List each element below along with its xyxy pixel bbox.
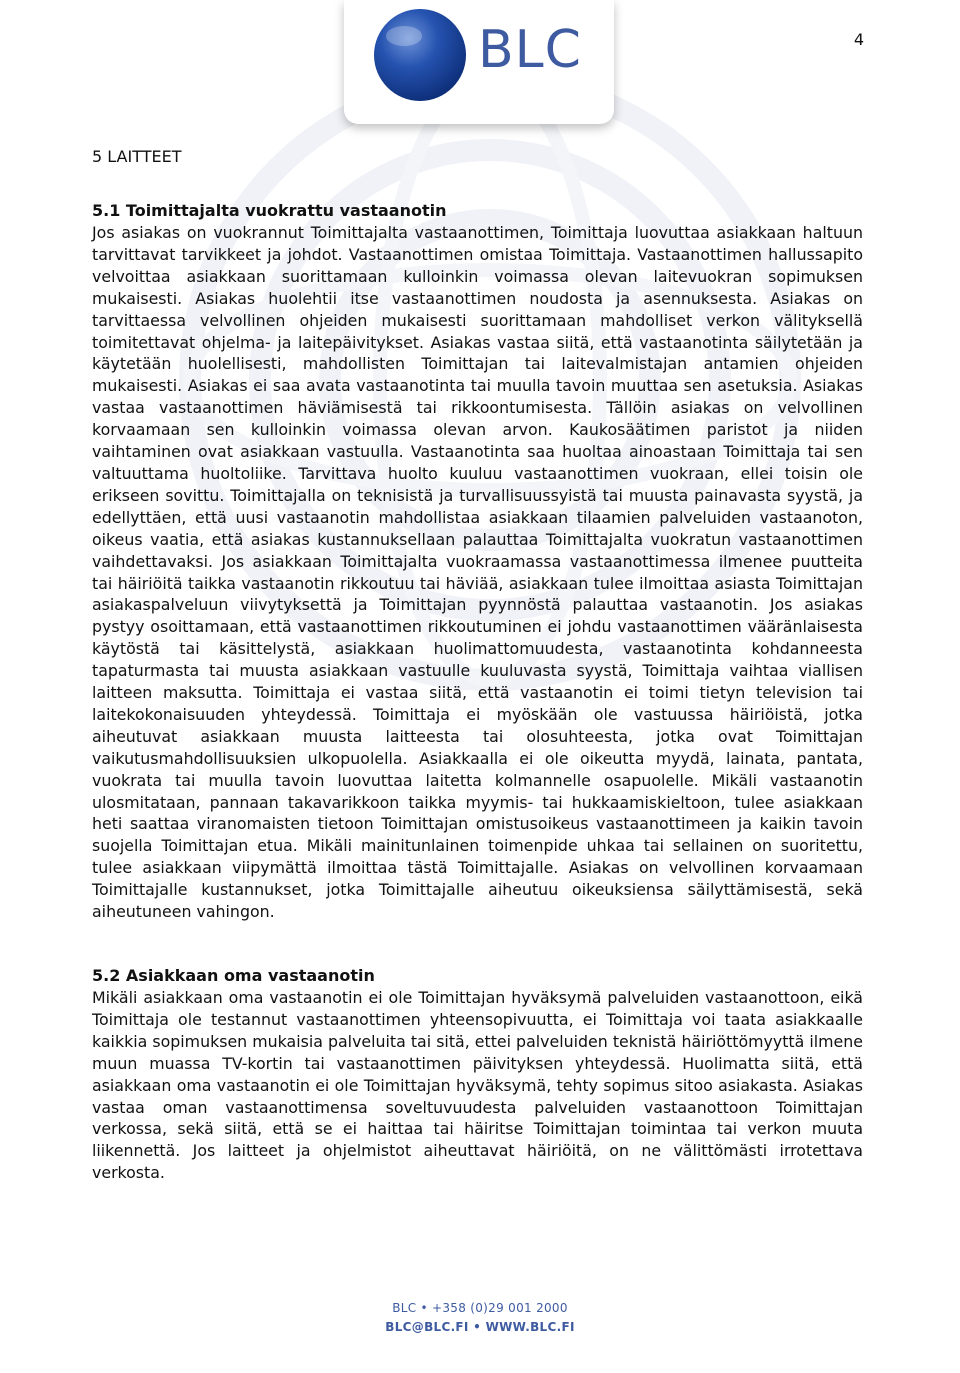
page-number: 4 bbox=[853, 30, 864, 49]
section-paragraph: Mikäli asiakkaan oma vastaanotin ei ole Toimittajan hyväksymä palveluiden vastaanottoon, eikä Toimittaja ole testannut vastaanottimen yhteensopivuutta, ei Toimittaja voi taata asiakkaalle kaikkia sopimuksen mukaisia palveluita tai sitä, ettei palveluiden teknistä häiriöttömyyttä ilmene muun muassa TV-kortin tai vastaanottimen päivityksen yhteydessä. Huolimatta siitä, että asiakkaan oma vastaanotin ei ole Toimittajan hyväksymä, tehty sopimus sitoo asiakasta. Asiakas vastaa oman vastaanottimensa soveltuvuudesta palveluiden vastaanottoon Toimittajan verkossa, sekä siitä, että se ei haittaa tai häiritse Toimittajan toimintaa tai verkon muuta liikennettä. Jos laitteet ja ohjelmistot aiheuttavat häiriöitä, on ne välittömästi irrotettava verkosta. bbox=[92, 988, 863, 1183]
section-title: 5.1 Toimittajalta vuokrattu vastaanotin bbox=[92, 201, 447, 220]
section-paragraph: Jos asiakas on vuokrannut Toimittajalta vastaanottimen, Toimittaja luovuttaa asiakkaan haltuun tarvittavat tarvikkeet ja johdot. Vastaanottimen omistaa Toimittaja. Vastaanottimen hallussapito velvoittaa asiakkaan suorittamaan kulloinkin voimassa olevan laitevuokran sopimuksen mukaisesti. Asiakas huolehtii itse vastaanottimen noudosta ja asennuksesta. Asiakas on tarvittaessa velvollinen ohjeiden mukaisesti suorittamaan mahdolliset verkon välityksellä toimitettavat ohjelma- ja laitepäivitykset. Asiakas vastaa siitä, että vastaanotinta säilytetään ja käytetään huolellisesti, mahdollisten Toimittajan tai laitevalmistajan antamien ohjeiden mukaisesti. Asiakas ei saa avata vastaanotinta tai muulla tavoin muuttaa sen asetuksia. Asiakas vastaa vastaanottimen häviämisestä tai rikkoontumisesta. Tällöin asiakas on velvollinen korvaamaan sen kulloinkin voimassa olevan arvon. Kaukosäätimen paristot ja niiden vaihtaminen ovat asiakkaan vastuulla. Vastaanotinta saa huoltaa ainoastaan Toimittaja tai sen valtuuttama huoltoliike. Tarvittava huolto kuuluu vastaanottimen vuokraan, ellei toisin ole erikseen sovittu. Toimittajalla on teknisistä ja turvallisuussyistä tai muusta painavasta syystä, ja edellyttäen, että uusi vastaanotin mahdollistaa asiakkaan tilaamien palveluiden vastaanoton, oikeus vaatia, että asiakas kustannuksellaan palauttaa Toimittajalta vuokratun vastaanottimen vaihdettavaksi. Jos asiakkaan Toimittajalta vuokraamassa vastaanottimessa ilmenee puutteita tai häiriöitä taikka vastaanotin rikkoutuu tai häviää, asiakkaan tulee ilmoittaa asiasta Toimittajan asiakaspalveluun viivytyksettä ja Toimittajan pyynnöstä palauttaa vastaanotin. Jos asiakas pystyy osoittamaan, että vastaanottimen rikkoutuminen ei johdu vastaanottimen vääränlaisesta käytöstä tai käsittelystä, asiakkaan huolimattomuudesta, vastaanotinta kohdanneesta tapaturmasta tai muusta asiakkaan vastuulle kuuluvasta syystä, Toimittaja vaihtaa viallisen laitteen maksutta. Toimittaja ei vastaa siitä, että vastaanotin ei toimi tietyn television tai laitekokonaisuuden yhteydessä. Toimittaja ei myöskään ole vastuussa häiriöistä, jotka aiheutuvat asiakkaan muusta laitteesta tai olosuhteesta, jotka ovat Toimittajan vaikutusmahdollisuuksien ulkopuolella. Asiakkaalla ei ole oikeutta myydä, lainata, pantata, vuokrata tai muulla tavoin luovuttaa laitetta kolmannelle osapuolelle. Mikäli vastaanotin ulosmitataan, pannaan takavarikkoon taikka myymis- tai hukkaamiskieltoon, tulee asiakkaan heti saattaa viranomaisten tietoon Toimittajan omistusoikeus vastaanottimeen ja kaikin tavoin suojella Toimittajan etua. Mikäli mainitunlainen toimenpide uhkaa tai sellainen on suoritettu, tulee asiakkaan viipymättä ilmoittaa tästä Toimittajalle. Asiakas on velvollinen korvaamaan Toimittajalle kustannukset, jotka Toimittajalle aiheutuu oikeuksiensa säilyttämisestä, sekä aiheutuneen vahingon. bbox=[92, 223, 863, 922]
footer-phone-line: BLC • +358 (0)29 001 2000 bbox=[392, 1301, 568, 1315]
logo-text: BLC bbox=[478, 20, 582, 80]
section-title: 5.2 Asiakkaan oma vastaanotin bbox=[92, 966, 375, 985]
footer-email-line: BLC@BLC.FI • WWW.BLC.FI bbox=[385, 1320, 575, 1334]
logo-card bbox=[344, 0, 614, 124]
section-5-1 bbox=[92, 200, 863, 923]
section-5-2 bbox=[92, 965, 863, 1184]
document-body bbox=[92, 146, 863, 1184]
chapter-title: 5 LAITTEET bbox=[92, 147, 182, 166]
footer-contact bbox=[360, 1299, 600, 1337]
